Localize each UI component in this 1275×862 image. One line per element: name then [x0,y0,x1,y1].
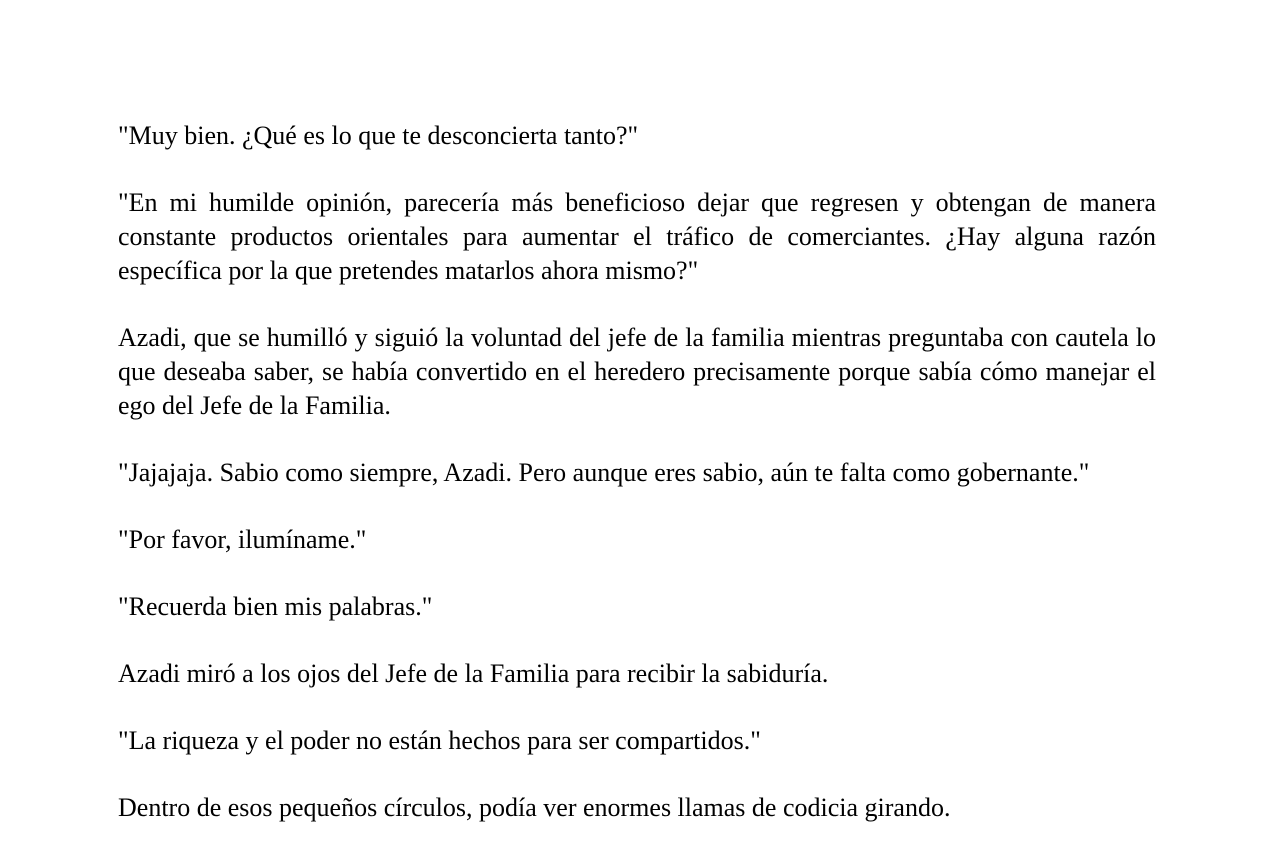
document-body [118,119,1156,825]
paragraph-5: "Por favor, ilumíname." [118,525,367,554]
paragraph-8: "La riqueza y el poder no están hechos para ser compartidos." [118,726,761,755]
paragraph-4: "Jajajaja. Sabio como siempre, Azadi. Pero aunque eres sabio, aún te falta como gobernante." [118,458,1090,487]
paragraph-7: Azadi miró a los ojos del Jefe de la Familia para recibir la sabiduría. [118,659,829,688]
paragraph-3: Azadi, que se humilló y siguió la voluntad del jefe de la familia mientras preguntaba con cautela lo que deseaba saber, se había convertido en el heredero precisamente porque sabía cómo manejar el ego del Jefe de la Familia. [118,323,1156,420]
paragraph-1: "Muy bien. ¿Qué es lo que te desconcierta tanto?" [118,121,639,150]
paragraph-2: "En mi humilde opinión, parecería más beneficioso dejar que regresen y obtengan de manera constante productos orientales para aumentar el tráfico de comerciantes. ¿Hay alguna razón específica por la que pretendes matarlos ahora mismo?" [118,188,1156,285]
paragraph-6: "Recuerda bien mis palabras." [118,592,433,621]
paragraph-9: Dentro de esos pequeños círculos, podía ver enormes llamas de codicia girando. [118,793,951,822]
